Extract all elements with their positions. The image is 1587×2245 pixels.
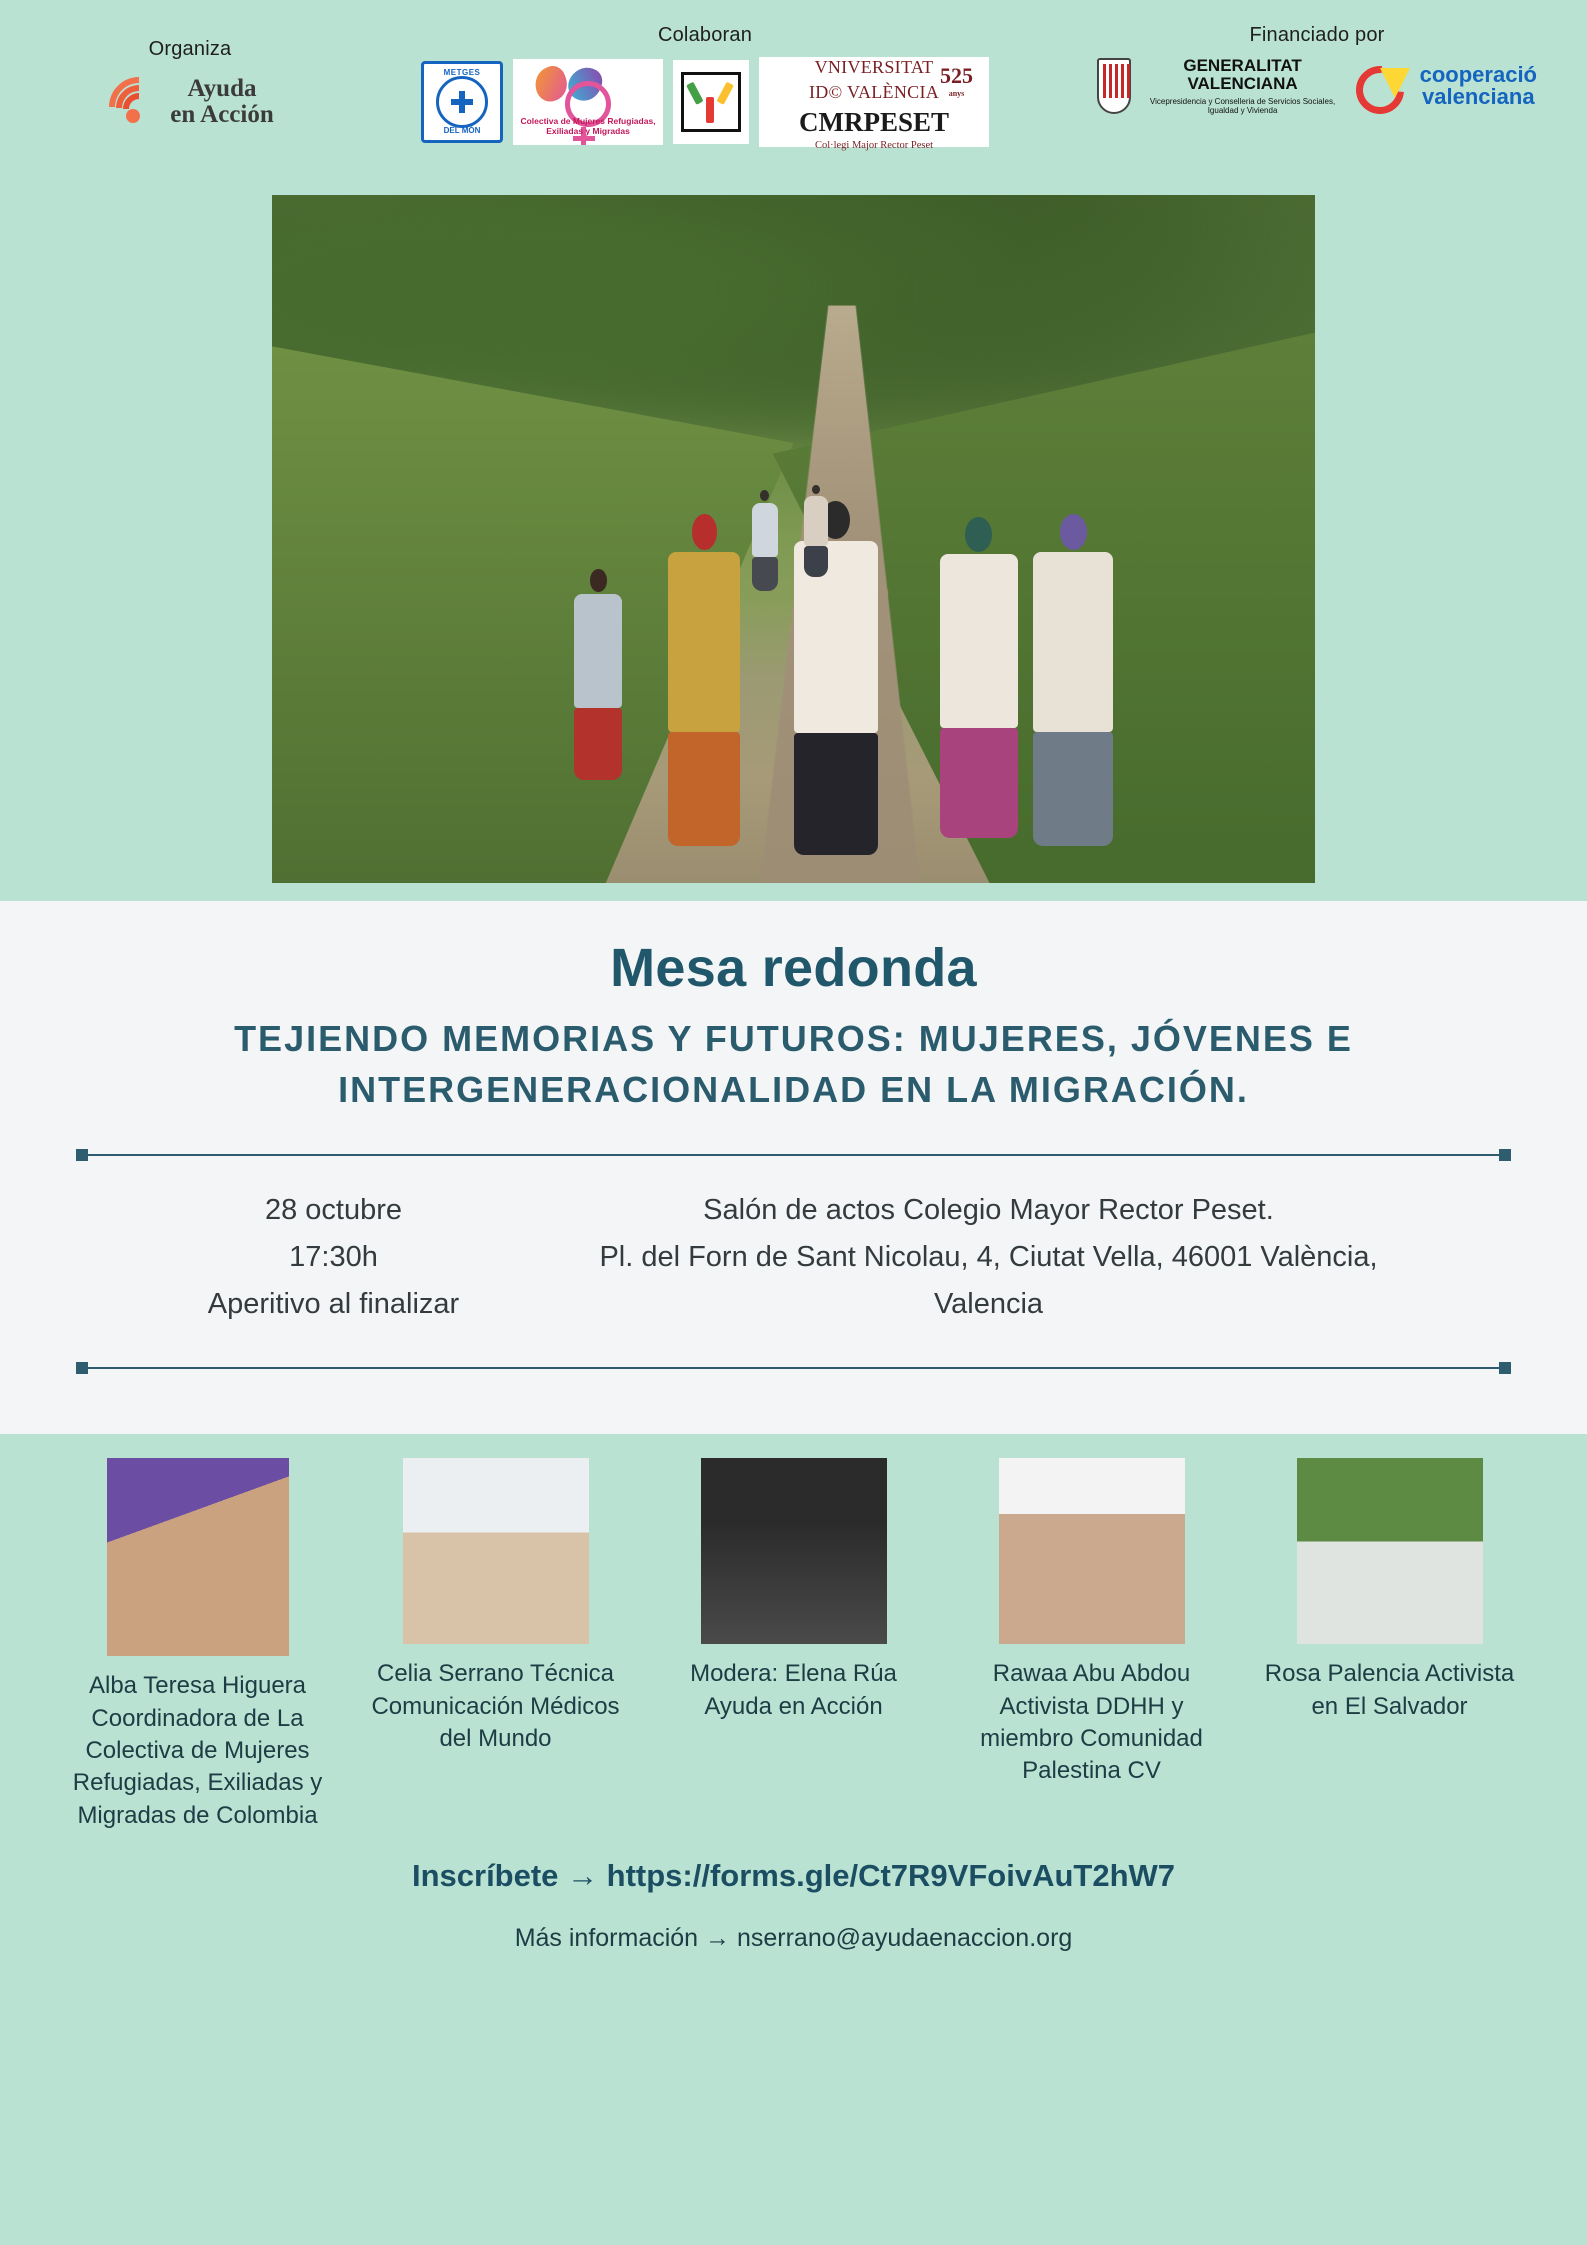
ayuda-mark-icon [106,75,160,129]
ayuda-logo-line2: en Acción [170,101,274,128]
speaker-photo [999,1458,1185,1644]
universitat-line1: VNIVERSITAT [814,57,934,77]
more-info-contact[interactable]: Más información → nserrano@ayudaenaccion.org [514,1924,1073,1953]
cooperacio-valenciana-logo [1356,64,1537,109]
speaker-caption: Alba Teresa Higuera Coordinadora de La Colectiva de Mujeres Refugiadas, Exiliadas y Migradas de Colombia [72,1672,323,1829]
speaker-photo [107,1458,289,1656]
divider-bottom [76,1362,1511,1374]
figure-distant-1 [752,490,778,580]
colaboran-label: Colaboran [657,24,753,46]
speaker-card [1245,1458,1535,1723]
figure-woman-3 [940,517,1018,807]
organiza-group [50,38,330,133]
speaker-card [649,1458,939,1723]
cmr-peset-wordmark: CMRPESET [798,107,950,137]
speaker-photo [701,1458,887,1644]
figure-distant-2 [804,485,828,567]
colectiva-mujeres-logo [513,59,663,145]
divider-top [76,1149,1511,1161]
event-address: Pl. del Forn de Sant Nicolau, 4, Ciutat Vella, 46001 València, Valencia [599,1241,1378,1321]
medical-cross-icon [436,76,488,128]
footer-section [0,1842,1587,1983]
logo-header [0,0,1587,195]
ayuda-logo-line1: Ayuda [187,75,257,102]
senyera-shield-icon [1097,58,1131,114]
registration-link[interactable]: Inscríbete → https://forms.gle/Ct7R9VFoivAuT2hW7 [411,1858,1176,1894]
generalitat-sub: Vicepresidencia y Conselleria de Servicios Sociales, Igualdad y Vivienda [1149,96,1336,116]
metges-bottom-text: DEL MÓN [443,126,481,136]
hero-image-wrapper [0,195,1587,901]
cv-mark-icon [1356,64,1412,108]
partner-logo-square [673,60,749,144]
ayuda-en-accion-logo [100,71,279,133]
figure-child [574,569,622,759]
figure-woman-4 [1033,514,1113,814]
hero-photo [272,195,1315,883]
speaker-card [947,1458,1237,1788]
metges-del-mon-logo [421,61,503,143]
event-time: 17:30h [289,1241,378,1274]
event-date: 28 octubre [264,1194,403,1227]
event-info-panel [0,901,1587,1434]
speaker-photo [1297,1458,1483,1644]
organiza-label: Organiza [148,38,232,60]
metges-top-text: METGES [443,68,481,77]
speaker-card [53,1458,343,1832]
generalitat-line1: GENERALITAT [1183,56,1302,75]
financiado-group [1097,24,1537,116]
anniversary-sub: anys [948,89,965,98]
cmr-peset-sub: Col·legi Major Rector Peset [814,140,934,151]
colaboran-group [320,24,1090,151]
event-kicker: Mesa redonda [610,938,977,998]
tricolor-figure-icon [681,72,741,132]
speaker-caption: Modera: Elena Rúa Ayuda en Acción [690,1660,897,1720]
figure-woman-1 [668,514,740,814]
event-when [169,1187,499,1328]
anniversary-number: 525 [940,63,973,88]
colectiva-logo-text: Colectiva de Mujeres Refugiadas, Exiliadas y Migradas [520,115,656,137]
speaker-card [351,1458,641,1755]
cooperacio-line1: cooperació [1419,62,1537,87]
speakers-section [0,1434,1587,1842]
speaker-caption: Rawaa Abu Abdou Activista DDHH y miembro Comunidad Palestina CV [980,1660,1203,1785]
universitat-line2: ID© VALÈNCIA [808,82,940,102]
speaker-caption: Celia Serrano Técnica Comunicación Médicos del Mundo [371,1660,620,1752]
generalitat-valenciana-logo [1097,57,1346,116]
cooperacio-line2: valenciana [1422,84,1535,110]
event-where [559,1187,1419,1328]
event-title: TEJIENDO MEMORIAS Y FUTUROS: MUJERES, JÓVENES E INTERGENERACIONALIDAD EN LA MIGRACIÓN. [234,1018,1353,1111]
speaker-photo [403,1458,589,1644]
generalitat-line2: VALENCIANA [1187,73,1298,93]
event-details [60,1187,1527,1328]
universitat-valencia-cmr-peset-logo [759,57,989,151]
financiado-label: Financiado por [1249,24,1385,46]
event-extra: Aperitivo al finalizar [207,1288,460,1321]
event-venue: Salón de actos Colegio Mayor Rector Peset. [703,1194,1274,1227]
anniversary-badge [940,63,973,98]
speaker-caption: Rosa Palencia Activista en El Salvador [1264,1660,1515,1720]
